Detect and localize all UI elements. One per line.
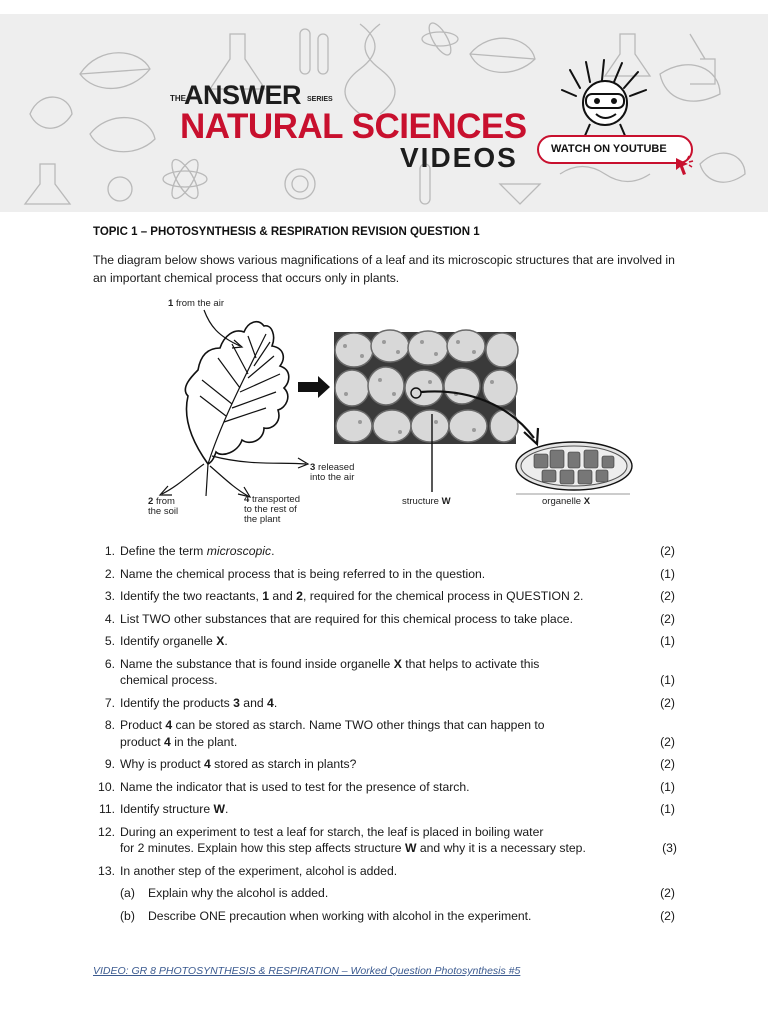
question-8: 8. Product 4 can be stored as starch. Name TWO other things that can happen to product 4 in the plant. (2)	[104, 718, 675, 749]
brand-answer: ANSWER	[184, 80, 301, 110]
scientist-mascot-icon	[560, 58, 650, 138]
marks: (1)	[660, 566, 675, 581]
question-4: 4. List TWO other substances that are required for this chemical process to take place. (2)	[104, 611, 675, 626]
question-13b: (b) Describe ONE precaution when working with alcohol in the experiment. (2)	[120, 908, 675, 923]
label-2: 2 from the soil	[148, 496, 179, 517]
question-5: 5. Identify organelle X. (1)	[104, 634, 675, 648]
watch-on-youtube-button[interactable]: WATCH ON YOUTUBE	[537, 135, 693, 164]
question-13a: (a) Explain why the alcohol is added. (2)	[120, 886, 675, 900]
label-3: 3 released into the air	[310, 462, 355, 483]
question-list	[93, 543, 683, 930]
label-structure-w: structure W	[402, 496, 451, 507]
marks: (2)	[660, 886, 675, 900]
question-6: 6. Name the substance that is found inside organelle X that helps to activate this chemical process. (1)	[104, 656, 675, 687]
label-1: 1 from the air	[168, 298, 224, 309]
marks: (2)	[660, 757, 675, 771]
label-4: 4 transported to the rest of the plant	[244, 494, 300, 525]
brand-subject: NATURAL SCIENCES	[180, 107, 527, 146]
question-10: 10. Name the indicator that is used to test for the presence of starch. (1)	[98, 779, 675, 794]
question-7: 7. Identify the products 3 and 4. (2)	[104, 695, 675, 710]
question-13: 13. In another step of the experiment, alcohol is added.	[98, 863, 398, 878]
marks: (2)	[660, 695, 675, 710]
leaf-diagram	[140, 296, 640, 531]
marks: (1)	[660, 673, 675, 687]
intro-paragraph: The diagram below shows various magnifications of a leaf and its microscopic structures that are involved in an important chemical process that occurs only in plants.	[93, 253, 675, 285]
marks: (2)	[660, 908, 675, 923]
marks: (2)	[660, 589, 675, 603]
question-1: 1. Define the term microscopic. (2)	[104, 544, 675, 558]
page-title: TOPIC 1 – PHOTOSYNTHESIS & RESPIRATION REVISION QUESTION 1	[93, 226, 480, 238]
marks: (3)	[662, 841, 677, 855]
marks: (1)	[660, 634, 675, 648]
label-organelle-x: organelle X	[542, 496, 591, 507]
question-9: 9. Why is product 4 stored as starch in plants? (2)	[104, 757, 675, 771]
cursor-click-icon	[672, 154, 696, 178]
question-3: 3. Identify the two reactants, 1 and 2, required for the chemical process in QUESTION 2. (2)	[104, 589, 675, 603]
header-banner	[0, 14, 768, 212]
marks: (2)	[660, 734, 675, 749]
marks: (2)	[660, 544, 675, 558]
marks: (1)	[660, 802, 675, 816]
marks: (1)	[660, 779, 675, 794]
brand-videos: VIDEOS	[400, 142, 518, 173]
brand-the: THE	[170, 94, 186, 103]
brand-series: SERIES	[307, 96, 333, 103]
question-11: 11. Identify structure W. (1)	[98, 802, 675, 816]
question-2: 2. Name the chemical process that is being referred to in the question. (1)	[104, 566, 675, 581]
video-link[interactable]: VIDEO: GR 8 PHOTOSYNTHESIS & RESPIRATION – Worked Question Photosynthesis #5	[93, 965, 521, 977]
question-12: 12. During an experiment to test a leaf for starch, the leaf is placed in boiling water for 2 minutes. Explain how this step affects structure W and why it is a necessary step. (3)	[98, 824, 677, 855]
marks: (2)	[660, 611, 675, 626]
